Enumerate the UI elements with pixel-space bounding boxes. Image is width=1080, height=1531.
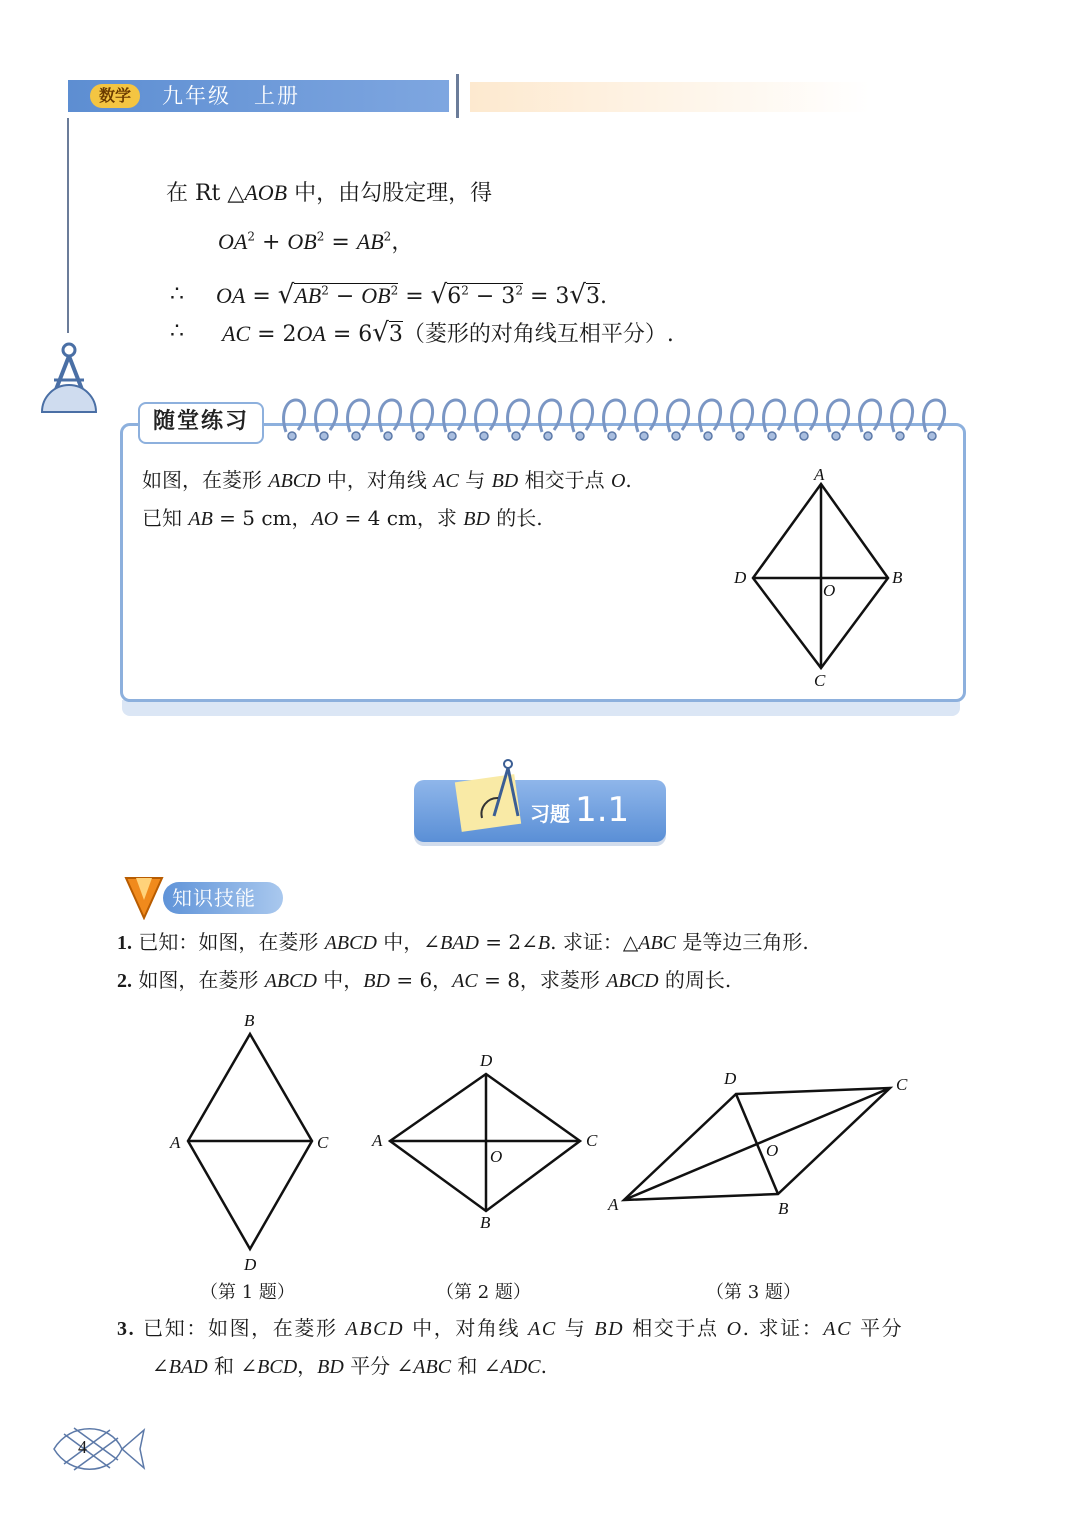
practice-rhombus-figure [726,460,916,692]
fig3-label-b: B [778,1199,789,1218]
fig3-label-c: C [896,1075,908,1094]
practice-line-2: 已知 AB = 5 cm，AO = 4 cm，求 BD 的长. [142,506,543,530]
figure-2 [366,1046,606,1236]
label-d: D [734,568,747,587]
fig1-label-b: B [244,1011,255,1030]
fig3-label-d: D [724,1069,737,1088]
compass-drawing-icon [472,756,528,826]
spiral-binding [276,394,956,444]
pencil-tip-icon [124,874,164,920]
figure-1-caption: （第 1 题） [200,1282,295,1303]
label-o: O [823,581,836,600]
label-a: A [814,465,825,484]
figure-2-caption: （第 2 题） [436,1282,531,1303]
solution-eq-2: OA = $√AB^2 - OB^2 = √6^2 - 3^2 = 3√3$. [216,280,607,310]
header-divider [456,74,459,118]
practice-tab: 随堂练习 [138,402,264,444]
margin-line [67,118,69,333]
page-number: 4 [78,1437,87,1457]
subject-badge: 数学 [90,84,140,108]
grade-label: 九年级 上册 [162,84,300,108]
solution-line-1: 在 Rt △AOB 中，由勾股定理，得 [166,180,493,206]
fish-icon [50,1416,150,1482]
fig3-label-o: O [766,1141,779,1160]
figure-3-caption: （第 3 题） [706,1282,801,1303]
practice-line-1: 如图，在菱形 ABCD 中，对角线 AC 与 BD 相交于点 O. [142,468,632,492]
question-3-line-1: 3. 已知：如图，在菱形 ABCD 中，对角线 AC 与 BD 相交于点 O. 求证：AC 平分 [117,1316,904,1340]
question-3-line-2: ∠BAD 和 ∠BCD，BD 平分 ∠ABC 和 ∠ADC. [152,1354,547,1378]
skills-label: 知识技能 [172,886,256,910]
label-c: C [814,671,826,690]
compass-icon [38,340,100,416]
exercise-title: 习题 1.1 [530,790,630,830]
practice-box-shadow [122,700,960,716]
figure-3 [600,1066,920,1226]
header-gradient [470,82,870,112]
label-b: B [892,568,903,587]
fig3-label-a: A [608,1195,619,1214]
fig1-label-a: A [170,1133,181,1152]
therefore-symbol-2: ∴ [170,319,184,344]
fig2-label-b: B [480,1213,491,1232]
fig2-label-c: C [586,1131,598,1150]
question-2: 2. 如图，在菱形 ABCD 中，BD = 6，AC = 8，求菱形 ABCD 的周长. [117,968,732,992]
figure-1 [160,1006,350,1276]
fig2-label-o: O [490,1147,503,1166]
fig1-label-c: C [317,1133,329,1152]
fig2-label-d: D [480,1051,493,1070]
question-1: 1. 已知：如图，在菱形 ABCD 中，∠BAD = 2∠B. 求证：△ABC 是等边三角形. [117,930,809,954]
fig1-label-d: D [244,1255,257,1274]
fig2-label-a: A [372,1131,383,1150]
therefore-symbol-1: ∴ [170,282,184,307]
solution-eq-3: AC = 2OA = 6√3（菱形的对角线互相平分）. [222,318,674,348]
solution-eq-1: $OA^2 + OB^2 = AB^2$， [218,229,414,255]
